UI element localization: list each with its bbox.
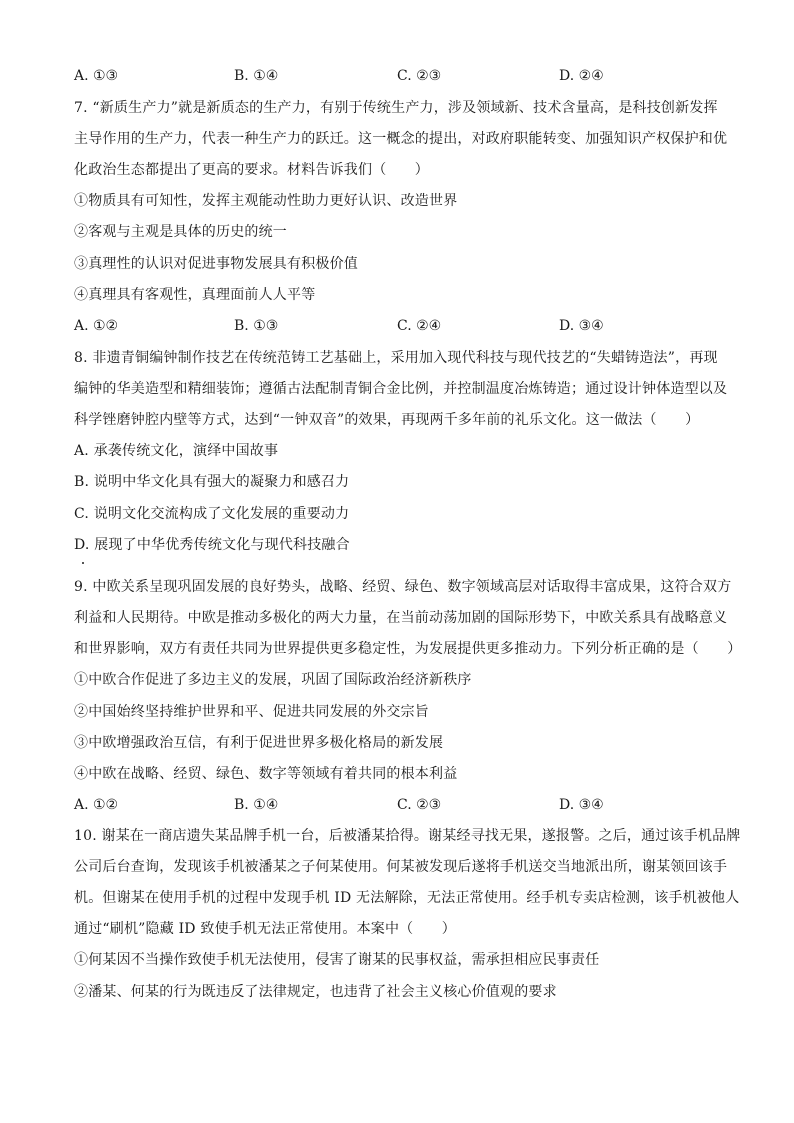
q8-option-b: B. 说明中华文化具有强大的凝聚力和感召力: [74, 474, 350, 490]
q7-stem-line-2: 主导作用的生产力，代表一种生产力的跃迁。这一概念的提出，对政府职能转变、加强知识产权保护和优: [74, 131, 728, 147]
q7-option-b: B. ①③: [234, 318, 279, 334]
q9-option-a: A. ①②: [74, 797, 119, 813]
q10-stem-line-1: 10. 谢某在一商店遗失某品牌手机一台，后被潘某拾得。谢某经寻找无果，遂报警。之后，通过该手机品牌: [74, 828, 741, 844]
q7-stem-line-3: 化政治生态都提出了更高的要求。材料告诉我们（ ）: [74, 162, 429, 178]
q7-option-d: D. ③④: [559, 318, 604, 334]
q7-statement-4: ④真理具有客观性，真理面前人人平等: [74, 287, 316, 303]
q9-option-b: B. ①④: [234, 797, 279, 813]
q8-option-a: A. 承袭传统文化，演绎中国故事: [74, 443, 279, 459]
q7-option-a: A. ①②: [74, 318, 119, 334]
q9-option-d: D. ③④: [559, 797, 604, 813]
q8-option-d: D. 展现了中华优秀传统文化与现代科技融合: [74, 537, 350, 553]
q6-option-a: A. ①③: [74, 68, 119, 84]
q7-stem-line-1: 7. “新质生产力”就是新质态的生产力，有别于传统生产力，涉及领域新、技术含量高，是科技创新发挥: [74, 100, 718, 116]
q9-statement-1: ①中欧合作促进了多边主义的发展，巩固了国际政治经济新秩序: [74, 672, 472, 688]
q9-option-c: C. ②③: [397, 797, 442, 813]
q9-statement-2: ②中国始终坚持维护世界和平、促进共同发展的外交宗旨: [74, 704, 429, 720]
q9-statement-4: ④中欧在战略、经贸、绿色、数字等领域有着共同的根本利益: [74, 766, 458, 782]
q7-options-row: [74, 316, 734, 336]
q8-stem-line-2: 编钟的华美造型和精细装饰；遵循古法配制青铜合金比例，并控制温度冶炼铸造；通过设计钟体造型以及: [74, 381, 728, 397]
q10-stem-line-2: 公司后台查询，发现该手机被潘某之子何某使用。何某被发现后遂将手机送交当地派出所，谢某领回该手: [74, 859, 728, 875]
q9-options-row: [74, 795, 734, 815]
q10-stem-line-3: 机。但谢某在使用手机的过程中发现手机 ID 无法解除，无法正常使用。经手机专卖店检测，该手机被他人: [74, 890, 740, 906]
q10-stem-line-4: 通过“刷机”隐藏 ID 致使手机无法正常使用。本案中（ ）: [74, 921, 456, 937]
q9-stem-line-3: 和世界影响，双方有责任共同为世界提供更多稳定性，为发展提供更多推动力。下列分析正确的是（ ）: [74, 641, 742, 657]
q6-option-c: C. ②③: [397, 68, 442, 84]
q8-stem-line-1: 8. 非遗青铜编钟制作技艺在传统范铸工艺基础上，采用加入现代科技与现代技艺的“失蜡铸造法”，再现: [74, 350, 718, 366]
q7-statement-1: ①物质具有可知性，发挥主观能动性助力更好认识、改造世界: [74, 193, 458, 209]
q10-statement-1: ①何某因不当操作致使手机无法使用，侵害了谢某的民事权益，需承担相应民事责任: [74, 952, 600, 968]
q6-option-b: B. ①④: [234, 68, 279, 84]
q6-options-row: [74, 66, 734, 86]
q8-option-c: C. 说明文化交流构成了文化发展的重要动力: [74, 506, 350, 522]
q9-stem-line-2: 利益和人民期待。中欧是推动多极化的两大力量，在当前动荡加剧的国际形势下，中欧关系具有战略意义: [74, 610, 728, 626]
q7-option-c: C. ②④: [397, 318, 442, 334]
q7-statement-2: ②客观与主观是具体的历史的统一: [74, 224, 287, 240]
q6-option-d: D. ②④: [559, 68, 604, 84]
stray-dot: [82, 562, 84, 564]
q8-stem-line-3: 科学锉磨钟腔内壁等方式，达到“一钟双音”的效果，再现两千多年前的礼乐文化。这一做法（ ）: [74, 412, 700, 428]
q9-stem-line-1: 9. 中欧关系呈现巩固发展的良好势头，战略、经贸、绿色、数字领域高层对话取得丰富成果，这符合双方: [74, 579, 732, 595]
q9-statement-3: ③中欧增强政治互信，有利于促进世界多极化格局的新发展: [74, 735, 444, 751]
q10-statement-2: ②潘某、何某的行为既违反了法律规定，也违背了社会主义核心价值观的要求: [74, 984, 557, 1000]
q7-statement-3: ③真理性的认识对促进事物发展具有积极价值: [74, 256, 358, 272]
